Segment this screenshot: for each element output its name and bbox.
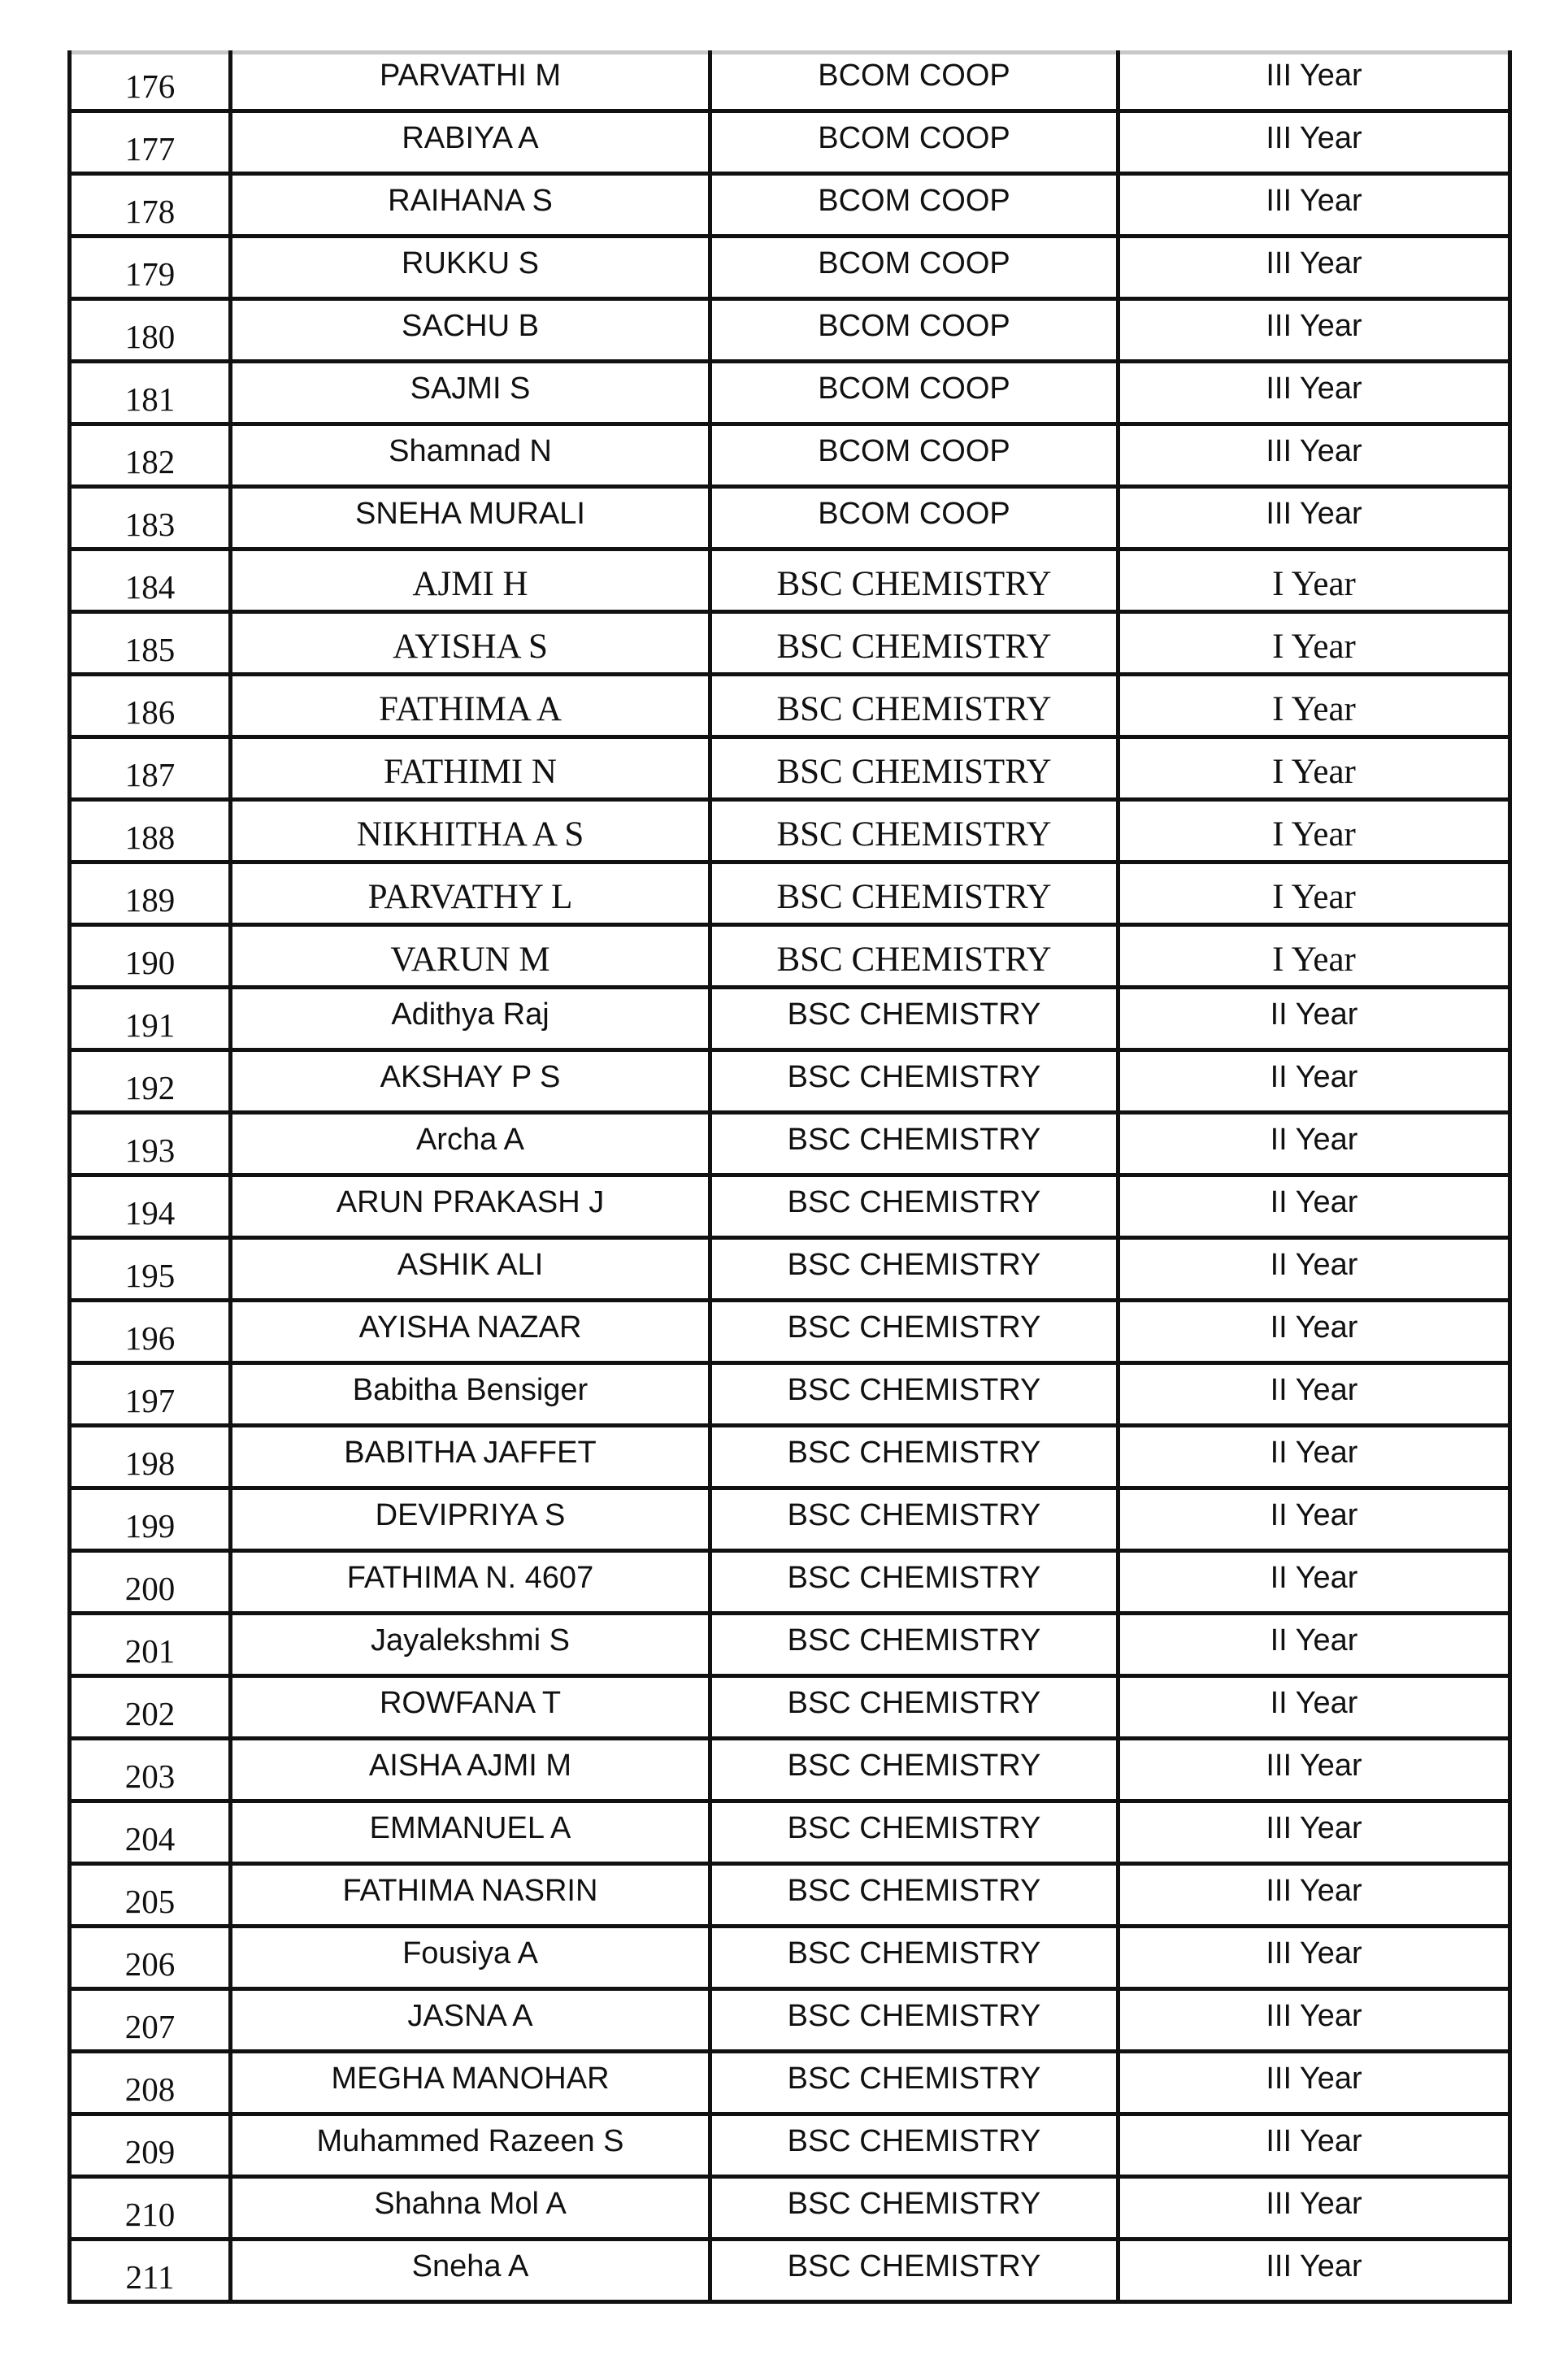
table-row: [70, 550, 1510, 612]
course-cell: BCOM COOP: [710, 487, 1118, 550]
table-row: [70, 1050, 1510, 1113]
student-name-cell: EMMANUEL A: [231, 1801, 710, 1864]
student-name-cell: AKSHAY P S: [231, 1050, 710, 1113]
course-cell: BSC CHEMISTRY: [710, 1739, 1118, 1801]
course-cell: BSC CHEMISTRY: [710, 2240, 1118, 2302]
student-name-cell: FATHIMA A: [231, 675, 710, 737]
course-cell: BSC CHEMISTRY: [710, 1113, 1118, 1175]
year-cell: III Year: [1118, 2177, 1510, 2240]
course-cell: BSC CHEMISTRY: [710, 862, 1118, 925]
table-row: [70, 2114, 1510, 2177]
student-name-cell: MEGHA MANOHAR: [231, 2052, 710, 2114]
course-cell: BSC CHEMISTRY: [710, 800, 1118, 862]
table-row: [70, 487, 1510, 550]
student-name-cell: FATHIMA N. 4607: [231, 1551, 710, 1614]
year-cell: II Year: [1118, 1426, 1510, 1488]
table-row: [70, 237, 1510, 299]
year-cell: III Year: [1118, 111, 1510, 174]
serial-number-cell: 179: [70, 237, 231, 299]
table-row: [70, 1927, 1510, 1989]
student-name-cell: Muhammed Razeen S: [231, 2114, 710, 2177]
student-name-cell: JASNA A: [231, 1989, 710, 2052]
table-row: [70, 988, 1510, 1050]
year-cell: I Year: [1118, 925, 1510, 988]
student-name-cell: PARVATHI M: [231, 50, 710, 111]
student-name-cell: SNEHA MURALI: [231, 487, 710, 550]
student-name-cell: AISHA AJMI M: [231, 1739, 710, 1801]
student-name-cell: RABIYA A: [231, 111, 710, 174]
student-name-cell: AYISHA NAZAR: [231, 1301, 710, 1363]
serial-number-cell: 200: [70, 1551, 231, 1614]
year-cell: II Year: [1118, 1050, 1510, 1113]
year-cell: III Year: [1118, 362, 1510, 424]
table-row: [70, 1864, 1510, 1927]
table-row: [70, 1488, 1510, 1551]
table-row: [70, 1426, 1510, 1488]
table-row: [70, 1175, 1510, 1238]
serial-number-cell: 176: [70, 50, 231, 111]
serial-number-cell: 206: [70, 1927, 231, 1989]
student-name-cell: NIKHITHA A S: [231, 800, 710, 862]
serial-number-cell: 197: [70, 1363, 231, 1426]
table-row: [70, 2177, 1510, 2240]
course-cell: BCOM COOP: [710, 50, 1118, 111]
year-cell: II Year: [1118, 1488, 1510, 1551]
course-cell: BSC CHEMISTRY: [710, 1676, 1118, 1739]
table-row: [70, 862, 1510, 925]
year-cell: III Year: [1118, 299, 1510, 362]
serial-number-cell: 194: [70, 1175, 231, 1238]
serial-number-cell: 204: [70, 1801, 231, 1864]
student-name-cell: ARUN PRAKASH J: [231, 1175, 710, 1238]
serial-number-cell: 190: [70, 925, 231, 988]
year-cell: II Year: [1118, 1301, 1510, 1363]
table-row: [70, 111, 1510, 174]
year-cell: II Year: [1118, 1238, 1510, 1301]
student-name-cell: FATHIMA NASRIN: [231, 1864, 710, 1927]
serial-number-cell: 210: [70, 2177, 231, 2240]
student-list-table: [67, 50, 1512, 2304]
table-row: [70, 800, 1510, 862]
course-cell: BSC CHEMISTRY: [710, 1989, 1118, 2052]
student-name-cell: DEVIPRIYA S: [231, 1488, 710, 1551]
serial-number-cell: 178: [70, 174, 231, 237]
serial-number-cell: 189: [70, 862, 231, 925]
serial-number-cell: 186: [70, 675, 231, 737]
year-cell: II Year: [1118, 1551, 1510, 1614]
course-cell: BSC CHEMISTRY: [710, 1864, 1118, 1927]
year-cell: I Year: [1118, 800, 1510, 862]
student-name-cell: ROWFANA T: [231, 1676, 710, 1739]
student-name-cell: SACHU B: [231, 299, 710, 362]
student-name-cell: BABITHA JAFFET: [231, 1426, 710, 1488]
serial-number-cell: 181: [70, 362, 231, 424]
course-cell: BSC CHEMISTRY: [710, 925, 1118, 988]
table-row: [70, 362, 1510, 424]
serial-number-cell: 185: [70, 612, 231, 675]
year-cell: II Year: [1118, 1676, 1510, 1739]
serial-number-cell: 203: [70, 1739, 231, 1801]
table-row: [70, 1113, 1510, 1175]
serial-number-cell: 195: [70, 1238, 231, 1301]
year-cell: III Year: [1118, 1801, 1510, 1864]
course-cell: BCOM COOP: [710, 362, 1118, 424]
table-row: [70, 612, 1510, 675]
course-cell: BCOM COOP: [710, 174, 1118, 237]
year-cell: I Year: [1118, 737, 1510, 800]
course-cell: BSC CHEMISTRY: [710, 1301, 1118, 1363]
year-cell: III Year: [1118, 50, 1510, 111]
table-row: [70, 424, 1510, 487]
student-name-cell: RAIHANA S: [231, 174, 710, 237]
serial-number-cell: 184: [70, 550, 231, 612]
table-row: [70, 1551, 1510, 1614]
year-cell: II Year: [1118, 988, 1510, 1050]
year-cell: II Year: [1118, 1614, 1510, 1676]
serial-number-cell: 192: [70, 1050, 231, 1113]
serial-number-cell: 209: [70, 2114, 231, 2177]
serial-number-cell: 199: [70, 1488, 231, 1551]
table-row: [70, 675, 1510, 737]
year-cell: III Year: [1118, 1864, 1510, 1927]
course-cell: BSC CHEMISTRY: [710, 988, 1118, 1050]
student-name-cell: Sneha A: [231, 2240, 710, 2302]
student-name-cell: Shahna Mol A: [231, 2177, 710, 2240]
course-cell: BSC CHEMISTRY: [710, 2114, 1118, 2177]
table-row: [70, 925, 1510, 988]
year-cell: II Year: [1118, 1175, 1510, 1238]
year-cell: III Year: [1118, 1989, 1510, 2052]
year-cell: I Year: [1118, 675, 1510, 737]
year-cell: III Year: [1118, 487, 1510, 550]
course-cell: BSC CHEMISTRY: [710, 1614, 1118, 1676]
course-cell: BCOM COOP: [710, 299, 1118, 362]
course-cell: BSC CHEMISTRY: [710, 1238, 1118, 1301]
student-name-cell: RUKKU S: [231, 237, 710, 299]
table-row: [70, 299, 1510, 362]
serial-number-cell: 208: [70, 2052, 231, 2114]
course-cell: BSC CHEMISTRY: [710, 550, 1118, 612]
serial-number-cell: 177: [70, 111, 231, 174]
course-cell: BSC CHEMISTRY: [710, 737, 1118, 800]
table-row: [70, 1614, 1510, 1676]
year-cell: III Year: [1118, 2240, 1510, 2302]
year-cell: II Year: [1118, 1363, 1510, 1426]
year-cell: III Year: [1118, 2052, 1510, 2114]
student-name-cell: AJMI H: [231, 550, 710, 612]
year-cell: III Year: [1118, 1739, 1510, 1801]
serial-number-cell: 207: [70, 1989, 231, 2052]
student-name-cell: ASHIK ALI: [231, 1238, 710, 1301]
course-cell: BSC CHEMISTRY: [710, 2052, 1118, 2114]
course-cell: BSC CHEMISTRY: [710, 1927, 1118, 1989]
student-name-cell: PARVATHY L: [231, 862, 710, 925]
course-cell: BSC CHEMISTRY: [710, 1363, 1118, 1426]
student-name-cell: Archa A: [231, 1113, 710, 1175]
table-row: [70, 1363, 1510, 1426]
year-cell: III Year: [1118, 1927, 1510, 1989]
course-cell: BSC CHEMISTRY: [710, 1551, 1118, 1614]
serial-number-cell: 202: [70, 1676, 231, 1739]
course-cell: BCOM COOP: [710, 424, 1118, 487]
year-cell: III Year: [1118, 2114, 1510, 2177]
serial-number-cell: 188: [70, 800, 231, 862]
student-name-cell: Babitha Bensiger: [231, 1363, 710, 1426]
student-name-cell: AYISHA S: [231, 612, 710, 675]
table-row: [70, 50, 1510, 111]
table-row: [70, 1989, 1510, 2052]
student-name-cell: Fousiya A: [231, 1927, 710, 1989]
table-row: [70, 1676, 1510, 1739]
course-cell: BSC CHEMISTRY: [710, 1801, 1118, 1864]
year-cell: I Year: [1118, 550, 1510, 612]
table-row: [70, 1801, 1510, 1864]
table-row: [70, 2052, 1510, 2114]
table-row: [70, 1301, 1510, 1363]
serial-number-cell: 205: [70, 1864, 231, 1927]
year-cell: III Year: [1118, 174, 1510, 237]
course-cell: BSC CHEMISTRY: [710, 1175, 1118, 1238]
serial-number-cell: 191: [70, 988, 231, 1050]
serial-number-cell: 180: [70, 299, 231, 362]
table-row: [70, 737, 1510, 800]
table-row: [70, 174, 1510, 237]
year-cell: I Year: [1118, 862, 1510, 925]
serial-number-cell: 198: [70, 1426, 231, 1488]
serial-number-cell: 211: [70, 2240, 231, 2302]
course-cell: BSC CHEMISTRY: [710, 612, 1118, 675]
course-cell: BSC CHEMISTRY: [710, 2177, 1118, 2240]
table-row: [70, 1238, 1510, 1301]
year-cell: II Year: [1118, 1113, 1510, 1175]
table-row: [70, 1739, 1510, 1801]
serial-number-cell: 187: [70, 737, 231, 800]
student-name-cell: SAJMI S: [231, 362, 710, 424]
student-name-cell: FATHIMI N: [231, 737, 710, 800]
year-cell: I Year: [1118, 612, 1510, 675]
student-list-table-container: [67, 50, 1508, 2304]
course-cell: BSC CHEMISTRY: [710, 675, 1118, 737]
table-body: [70, 50, 1510, 2302]
student-name-cell: Jayalekshmi S: [231, 1614, 710, 1676]
serial-number-cell: 183: [70, 487, 231, 550]
student-name-cell: VARUN M: [231, 925, 710, 988]
table-row: [70, 2240, 1510, 2302]
course-cell: BSC CHEMISTRY: [710, 1488, 1118, 1551]
course-cell: BSC CHEMISTRY: [710, 1050, 1118, 1113]
student-name-cell: Adithya Raj: [231, 988, 710, 1050]
serial-number-cell: 182: [70, 424, 231, 487]
course-cell: BSC CHEMISTRY: [710, 1426, 1118, 1488]
course-cell: BCOM COOP: [710, 111, 1118, 174]
year-cell: III Year: [1118, 424, 1510, 487]
student-name-cell: Shamnad N: [231, 424, 710, 487]
course-cell: BCOM COOP: [710, 237, 1118, 299]
year-cell: III Year: [1118, 237, 1510, 299]
serial-number-cell: 201: [70, 1614, 231, 1676]
serial-number-cell: 193: [70, 1113, 231, 1175]
serial-number-cell: 196: [70, 1301, 231, 1363]
